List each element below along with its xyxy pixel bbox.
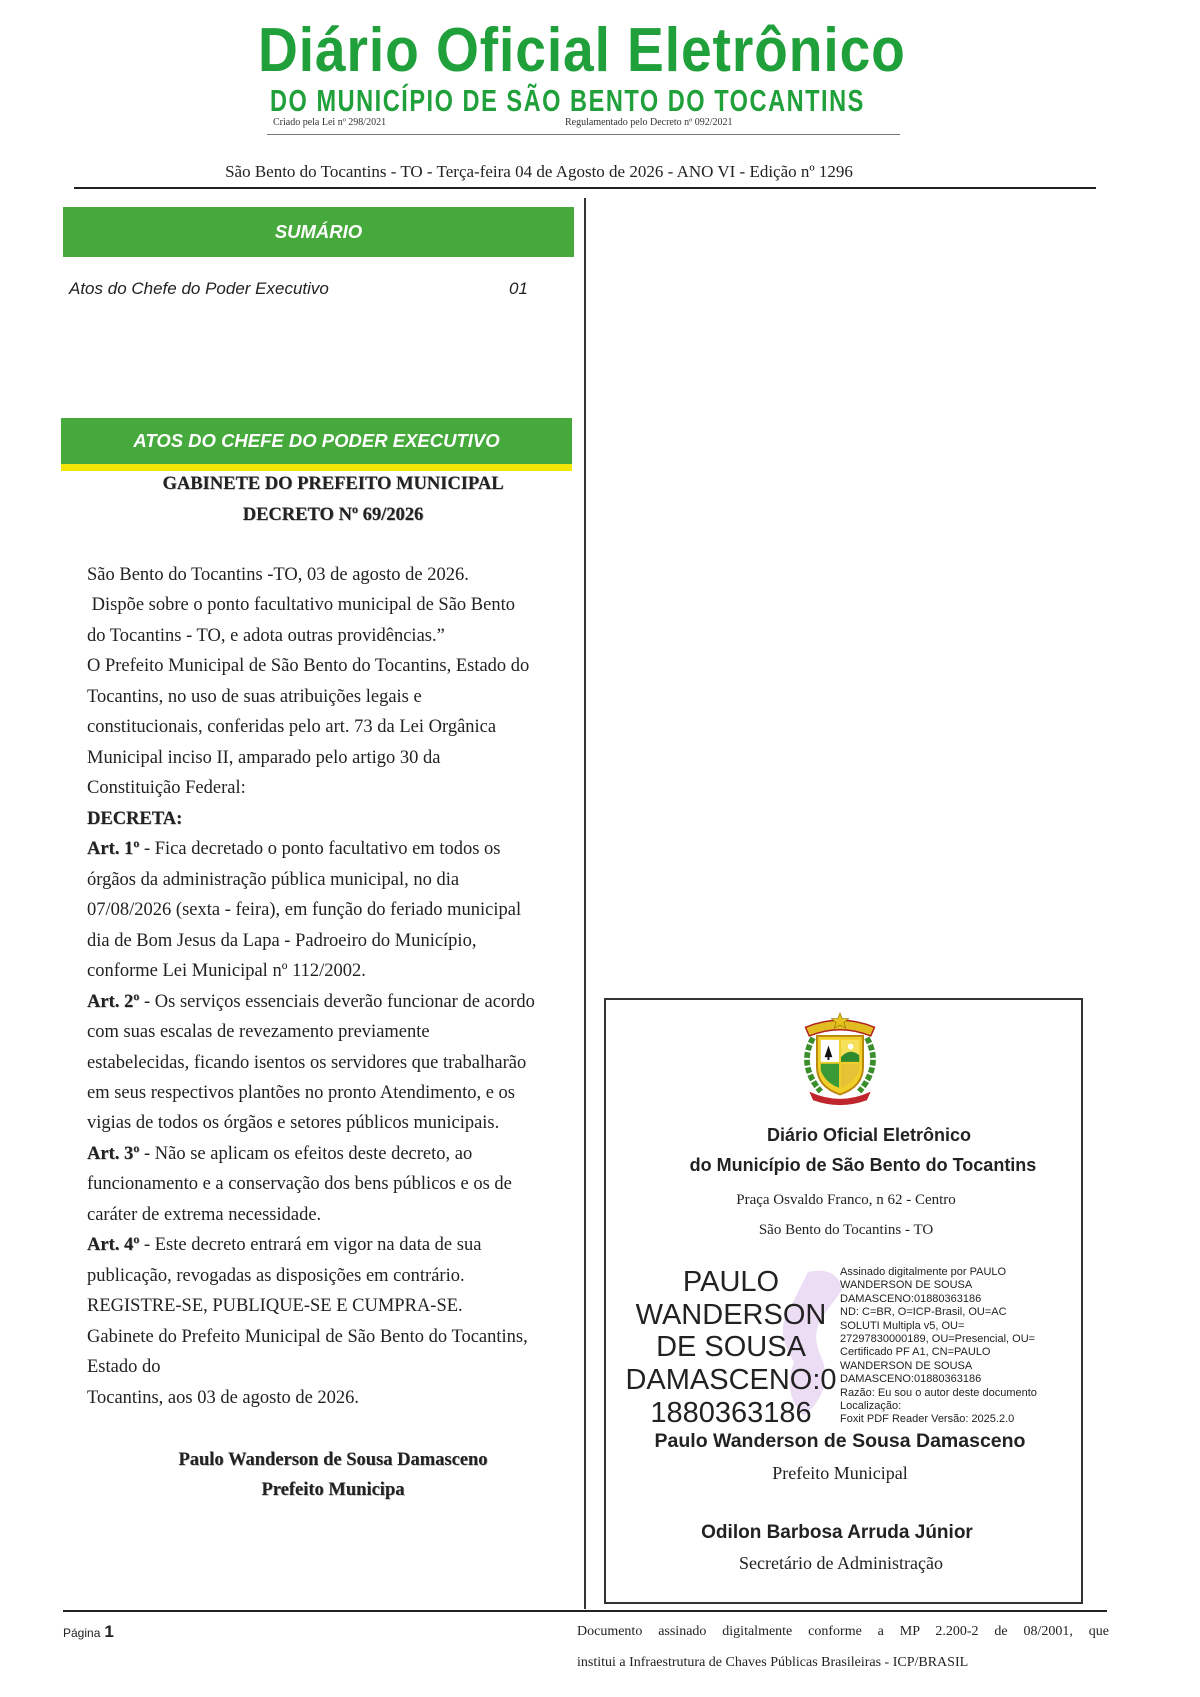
publisher-signer-role: Prefeito Municipal: [772, 1463, 908, 1483]
decree-line-text: Dispõe sobre o ponto facultativo municipal de São Bento: [87, 595, 515, 616]
signature-detail-line: SOLUTI Multipla v5, OU=: [840, 1319, 965, 1332]
decree-line: [87, 1048, 535, 1078]
signature-legal-note: [577, 1616, 1109, 1678]
decree-line-text: funcionamento e a conservação dos bens públicos e os de: [87, 1174, 512, 1195]
secretary-name: Odilon Barbosa Arruda Júnior: [701, 1522, 973, 1543]
signature-detail-line: DAMASCENO:01880363186: [840, 1373, 982, 1386]
decree-line-text: caráter de extrema necessidade.: [87, 1204, 322, 1225]
decree-line-text: REGISTRE-SE, PUBLIQUE-SE E CUMPRA-SE.: [87, 1296, 463, 1317]
decree-line: [87, 1078, 535, 1108]
decree-line: [87, 1169, 535, 1199]
digital-signature-name: [611, 1266, 851, 1429]
masthead-subtitle: DO MUNICÍPIO DE SÃO BENTO DO TOCANTINS: [270, 83, 865, 118]
decree-line: [87, 1017, 535, 1047]
regulation-decree-note: Regulamentado pelo Decreto nº 092/2021: [565, 117, 733, 128]
decree-line-text: vigias de todos os órgãos e setores públicos municipais.: [87, 1113, 500, 1134]
decree-line: [87, 956, 535, 986]
signature-name-line: 1880363186: [650, 1396, 812, 1429]
decree-line: [87, 1139, 535, 1169]
decree-line-text: com suas escalas de revezamento previamente: [87, 1022, 430, 1043]
publisher-title: Diário Oficial Eletrônico: [766, 1125, 972, 1145]
decree-line-text: publicação, revogadas as disposições em contrário.: [87, 1265, 465, 1286]
publisher-address: Praça Osvaldo Franco, n 62 - Centro: [736, 1192, 956, 1208]
decree-line-text: Tocantins, no uso de suas atribuições legais e: [87, 686, 422, 707]
decree-line: [87, 773, 535, 803]
decree-line-bold: Art. 2º: [87, 991, 140, 1012]
decree-line-bold: Art. 3º: [87, 1143, 140, 1164]
digital-signature-details: [840, 1266, 1037, 1427]
decree-line: [87, 590, 535, 620]
signature-detail-line: Foxit PDF Reader Versão: 2025.2.0: [840, 1413, 1015, 1426]
decree-line: [87, 1352, 535, 1382]
decree-line-text: São Bento do Tocantins -TO, 03 de agosto de 2026.: [87, 565, 469, 585]
signature-detail-line: WANDERSON DE SOUSA: [840, 1279, 973, 1292]
decree-line-text: Tocantins, aos 03 de agosto de 2026.: [87, 1387, 360, 1408]
header-divider: [74, 187, 1096, 189]
decree-line-text: Constituição Federal:: [87, 778, 246, 799]
signature-name-line: WANDERSON: [635, 1298, 827, 1331]
decree-line: [87, 712, 535, 742]
decree-line-text: O Prefeito Municipal de São Bento do Tocantins, Estado do: [87, 656, 530, 677]
decree-line-text: - Não se aplicam os efeitos deste decreto, ao: [139, 1143, 473, 1164]
summary-item-page: 01: [509, 279, 528, 298]
page-number: 1: [104, 1622, 114, 1641]
decree-line: [87, 1261, 535, 1291]
decree-line: [87, 1291, 535, 1321]
masthead-title: Diário Oficial Eletrônico: [258, 16, 906, 85]
decree-line-text: 07/08/2026 (sexta - feira), em função do feriado municipal: [87, 900, 522, 921]
decree-line: [87, 1383, 535, 1413]
creation-law-note: Criado pela Lei nº 298/2021: [273, 117, 387, 128]
decree-number: DECRETO Nº 69/2026: [242, 505, 424, 525]
decree-line-text: conforme Lei Municipal nº 112/2002.: [87, 961, 366, 982]
decree-line-text: Municipal inciso II, amparado pelo artigo 30 da: [87, 747, 441, 768]
decree-line: [87, 560, 535, 590]
signature-detail-line: 27297830000189, OU=Presencial, OU=: [840, 1332, 1036, 1345]
footer-divider: [63, 1610, 1107, 1612]
decree-line: [87, 834, 535, 864]
publisher-subtitle: do Município de São Bento do Tocantins: [689, 1155, 1037, 1175]
legal-note-line-2: institui a Infraestrutura de Chaves Públicas Brasileiras - ICP/BRASIL: [577, 1655, 969, 1670]
decree-line-text: em seus respectivos plantões no pronto Atendimento, e os: [87, 1082, 515, 1103]
coat-of-arms-icon: [792, 1011, 888, 1107]
decree-line: [87, 682, 535, 712]
signature-detail-line: Localização:: [840, 1399, 902, 1412]
decree-line: [87, 743, 535, 773]
signature-detail-line: Assinado digitalmente por PAULO: [840, 1266, 1007, 1278]
decree-line: [87, 926, 535, 956]
decree-line-text: - Os serviços essenciais deverão funcionar de acordo: [139, 991, 535, 1012]
signature-detail-line: DAMASCENO:01880363186: [840, 1292, 982, 1305]
column-divider: [584, 198, 586, 1609]
decree-line-text: estabelecidas, ficando isentos os servidores que trabalharão: [87, 1052, 527, 1073]
signature-name-line: DAMASCENO:0: [625, 1364, 837, 1397]
page-indicator: [63, 1622, 114, 1642]
decree-line-bold: Art. 1º: [87, 839, 140, 860]
secretary-role: Secretário de Administração: [739, 1553, 943, 1573]
decree-signer-role: Prefeito Municipa: [261, 1480, 405, 1500]
decree-body: [87, 560, 535, 1413]
publisher-signer-name: Paulo Wanderson de Sousa Damasceno: [654, 1430, 1026, 1452]
summary-heading: SUMÁRIO: [63, 207, 574, 257]
decree-signer-name: Paulo Wanderson de Sousa Damasceno: [178, 1450, 488, 1470]
decree-line: [87, 804, 535, 834]
decree-line-text: Estado do: [87, 1357, 161, 1378]
legal-note-line-1: Documento assinado digitalmente conforme a MP 2.200-2 de 08/2001, que: [577, 1624, 1109, 1639]
signature-name-line: PAULO: [682, 1266, 780, 1298]
decree-line-text: órgãos da administração pública municipal, no dia: [87, 869, 460, 890]
decree-line-bold: DECRETA:: [87, 808, 183, 829]
edition-dateline: São Bento do Tocantins - TO - Terça-feira 04 de Agosto de 2026 - ANO VI - Edição nº 1296: [225, 162, 853, 181]
decree-line: [87, 621, 535, 651]
decree-line-text: - Fica decretado o ponto facultativo em todos os: [139, 839, 501, 860]
summary-item-label[interactable]: Atos do Chefe do Poder Executivo: [69, 279, 329, 298]
section-heading: ATOS DO CHEFE DO PODER EXECUTIVO: [61, 418, 572, 464]
decree-line-text: constitucionais, conferidas pelo art. 73 da Lei Orgânica: [87, 717, 497, 738]
publisher-city: São Bento do Tocantins - TO: [758, 1222, 934, 1238]
decree-line-text: do Tocantins - TO, e adota outras providências.”: [87, 625, 445, 646]
decree-line-text: - Este decreto entrará em vigor na data de sua: [139, 1235, 482, 1256]
decree-line: [87, 987, 535, 1017]
decree-office: GABINETE DO PREFEITO MUNICIPAL: [162, 474, 504, 494]
decree-line-bold: Art. 4º: [87, 1235, 140, 1256]
decree-line: [87, 865, 535, 895]
signature-detail-line: Razão: Eu sou o autor deste documento: [840, 1386, 1037, 1399]
decree-line-text: dia de Bom Jesus da Lapa - Padroeiro do Município,: [87, 930, 477, 951]
decree-line: [87, 895, 535, 925]
masthead-rule: [267, 134, 900, 135]
signature-detail-line: Certificado PF A1, CN=PAULO: [840, 1346, 991, 1359]
decree-line: [87, 1200, 535, 1230]
decree-line: [87, 1108, 535, 1138]
page-label: Página: [63, 1626, 101, 1640]
decree-line-text: Gabinete do Prefeito Municipal de São Bento do Tocantins,: [87, 1326, 528, 1347]
signature-detail-line: ND: C=BR, O=ICP-Brasil, OU=AC: [840, 1306, 1007, 1319]
section-heading-accent: [61, 464, 572, 471]
signature-detail-line: WANDERSON DE SOUSA: [840, 1359, 973, 1372]
decree-line: [87, 1230, 535, 1260]
decree-line: [87, 1322, 535, 1352]
decree-line: [87, 651, 535, 681]
signature-name-line: DE SOUSA: [656, 1331, 806, 1364]
